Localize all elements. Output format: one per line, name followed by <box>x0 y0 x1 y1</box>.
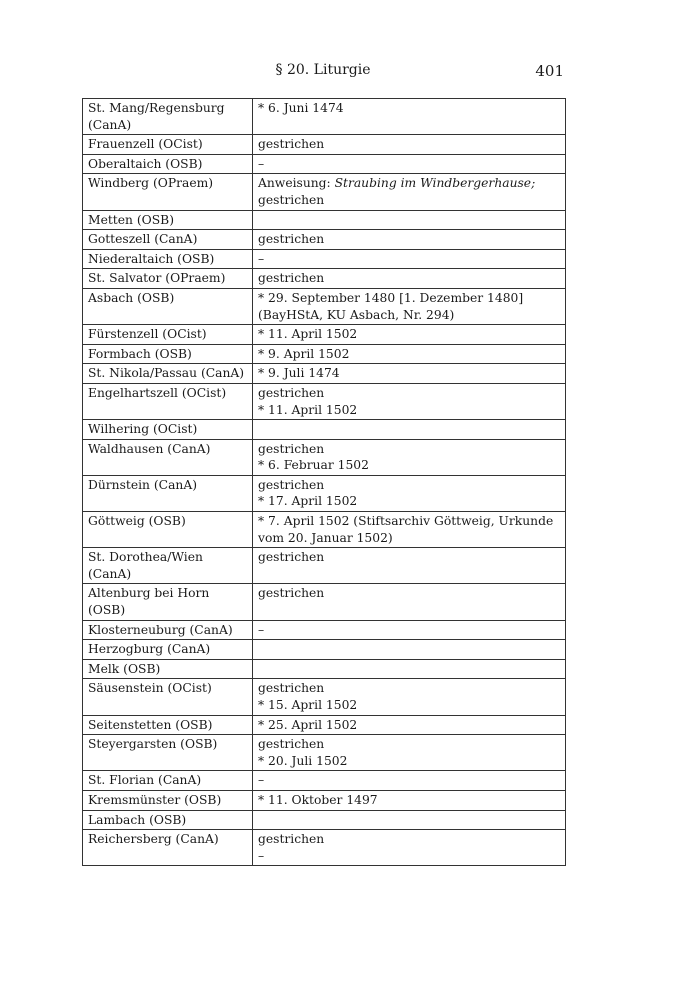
monastery-table <box>82 98 566 866</box>
entry-cell <box>253 640 566 660</box>
table-row <box>83 269 566 289</box>
table-row <box>83 249 566 269</box>
table-row <box>83 584 566 620</box>
entry-line: gestrichen <box>258 441 325 456</box>
monastery-name-cell: Fürstenzell (OCist) <box>83 325 253 345</box>
entry-line: gestrichen <box>258 832 325 847</box>
monastery-name-cell: Asbach (OSB) <box>83 288 253 324</box>
entry-line <box>258 175 561 192</box>
entry-line: gestrichen <box>258 385 325 400</box>
table-row <box>83 810 566 830</box>
entry-line: gestrichen <box>258 192 325 207</box>
table-row <box>83 735 566 771</box>
entry-line: * 9. Juli 1474 <box>258 366 340 381</box>
entry-cell <box>253 771 566 791</box>
entry-line: * 11. April 1502 <box>258 402 358 417</box>
table-row <box>83 715 566 735</box>
entry-cell <box>253 154 566 174</box>
table-row <box>83 620 566 640</box>
entry-line: – <box>258 251 265 266</box>
table-row <box>83 325 566 345</box>
monastery-name-cell: Klosterneuburg (CanA) <box>83 620 253 640</box>
table-row <box>83 420 566 440</box>
monastery-name-cell: St. Salvator (OPraem) <box>83 269 253 289</box>
entry-line: * 11. April 1502 <box>258 327 358 342</box>
entry-cell <box>253 620 566 640</box>
entry-cell <box>253 659 566 679</box>
entry-cell <box>253 810 566 830</box>
monastery-name-cell: Niederaltaich (OSB) <box>83 249 253 269</box>
table-row <box>83 659 566 679</box>
entry-line: gestrichen <box>258 271 325 286</box>
entry-line: – <box>258 156 265 171</box>
entry-line: * 6. Juni 1474 <box>258 101 344 115</box>
monastery-name-cell: Engelhartszell (OCist) <box>83 383 253 419</box>
entry-cell <box>253 325 566 345</box>
monastery-name-cell: St. Dorothea/Wien (CanA) <box>83 548 253 584</box>
entry-cell <box>253 715 566 735</box>
entry-cell <box>253 99 566 135</box>
table-row <box>83 512 566 548</box>
entry-line: gestrichen <box>258 137 325 152</box>
entry-cell <box>253 790 566 810</box>
entry-line: gestrichen <box>258 737 325 752</box>
monastery-name-cell: Säusenstein (OCist) <box>83 679 253 715</box>
table-row <box>83 99 566 135</box>
table-row <box>83 679 566 715</box>
table-row <box>83 548 566 584</box>
entry-cell <box>253 135 566 155</box>
table-row <box>83 230 566 250</box>
entry-cell <box>253 249 566 269</box>
monastery-name-cell: St. Mang/Regensburg (CanA) <box>83 99 253 135</box>
entry-line: * 9. April 1502 <box>258 346 350 361</box>
entry-cell <box>253 344 566 364</box>
table-row <box>83 154 566 174</box>
monastery-name-cell: Herzogburg (CanA) <box>83 640 253 660</box>
entry-cell <box>253 475 566 511</box>
entry-cell <box>253 512 566 548</box>
entry-line: * 20. Juli 1502 <box>258 753 348 768</box>
table-row <box>83 475 566 511</box>
running-header <box>82 60 564 82</box>
entry-line: – <box>258 773 265 788</box>
table-row <box>83 830 566 866</box>
monastery-name-cell: Göttweig (OSB) <box>83 512 253 548</box>
monastery-name-cell: Dürnstein (CanA) <box>83 475 253 511</box>
table-row <box>83 640 566 660</box>
monastery-name-cell: Windberg (OPraem) <box>83 174 253 210</box>
entry-cell <box>253 288 566 324</box>
table-row <box>83 439 566 475</box>
entry-line: * 15. April 1502 <box>258 698 358 712</box>
monastery-name-cell: Formbach (OSB) <box>83 344 253 364</box>
entry-italic: Straubing im Windbergerhause; <box>334 176 536 191</box>
table-row <box>83 383 566 419</box>
entry-cell <box>253 420 566 440</box>
page-number: 401 <box>535 62 564 80</box>
entry-line: gestrichen <box>258 477 325 492</box>
section-title: § 20. Liturgie <box>275 62 371 78</box>
entry-line: – <box>258 622 265 637</box>
monastery-name-cell: Seitenstetten (OSB) <box>83 715 253 735</box>
entry-line: gestrichen <box>258 550 325 565</box>
monastery-name-cell: Reichersberg (CanA) <box>83 830 253 866</box>
monastery-name-cell: St. Florian (CanA) <box>83 771 253 791</box>
entry-line: * 6. Februar 1502 <box>258 458 369 473</box>
entry-line: – <box>258 848 265 863</box>
table-row <box>83 210 566 230</box>
monastery-name-cell: Oberaltaich (OSB) <box>83 154 253 174</box>
entry-line: * 25. April 1502 <box>258 717 358 732</box>
entry-line: * 17. April 1502 <box>258 494 358 509</box>
monastery-name-cell: Waldhausen (CanA) <box>83 439 253 475</box>
table-row <box>83 344 566 364</box>
entry-line: gestrichen <box>258 232 325 247</box>
entry-cell <box>253 174 566 210</box>
entry-cell <box>253 210 566 230</box>
entry-cell <box>253 439 566 475</box>
entry-cell <box>253 230 566 250</box>
monastery-name-cell: Lambach (OSB) <box>83 810 253 830</box>
entry-cell <box>253 364 566 384</box>
monastery-name-cell: Gotteszell (CanA) <box>83 230 253 250</box>
table-row <box>83 135 566 155</box>
monastery-name-cell: Wilhering (OCist) <box>83 420 253 440</box>
monastery-name-cell: Altenburg bei Horn (OSB) <box>83 584 253 620</box>
entry-line: * 11. Oktober 1497 <box>258 792 378 807</box>
entry-cell <box>253 269 566 289</box>
table-row <box>83 790 566 810</box>
monastery-name-cell: Steyergarsten (OSB) <box>83 735 253 771</box>
monastery-name-cell: Kremsmünster (OSB) <box>83 790 253 810</box>
entry-cell <box>253 383 566 419</box>
entry-cell <box>253 679 566 715</box>
entry-line: * 7. April 1502 (Stiftsarchiv Göttweig, Urkunde vom 20. Januar 1502) <box>258 514 554 545</box>
entry-prefix: Anweisung: <box>258 176 335 191</box>
monastery-name-cell: Metten (OSB) <box>83 210 253 230</box>
table-body <box>83 99 566 866</box>
entry-line: gestrichen <box>258 681 325 696</box>
entry-cell <box>253 735 566 771</box>
monastery-name-cell: St. Nikola/Passau (CanA) <box>83 364 253 384</box>
table-row <box>83 771 566 791</box>
entry-line: * 29. September 1480 [1. Dezember 1480] (BayHStA, KU Asbach, Nr. 294) <box>258 290 524 322</box>
entry-cell <box>253 584 566 620</box>
monastery-name-cell: Melk (OSB) <box>83 659 253 679</box>
entry-line: gestrichen <box>258 586 325 601</box>
table-row <box>83 174 566 210</box>
table-row <box>83 288 566 324</box>
entry-cell <box>253 830 566 866</box>
entry-cell <box>253 548 566 584</box>
table-row <box>83 364 566 384</box>
monastery-name-cell: Frauenzell (OCist) <box>83 135 253 155</box>
